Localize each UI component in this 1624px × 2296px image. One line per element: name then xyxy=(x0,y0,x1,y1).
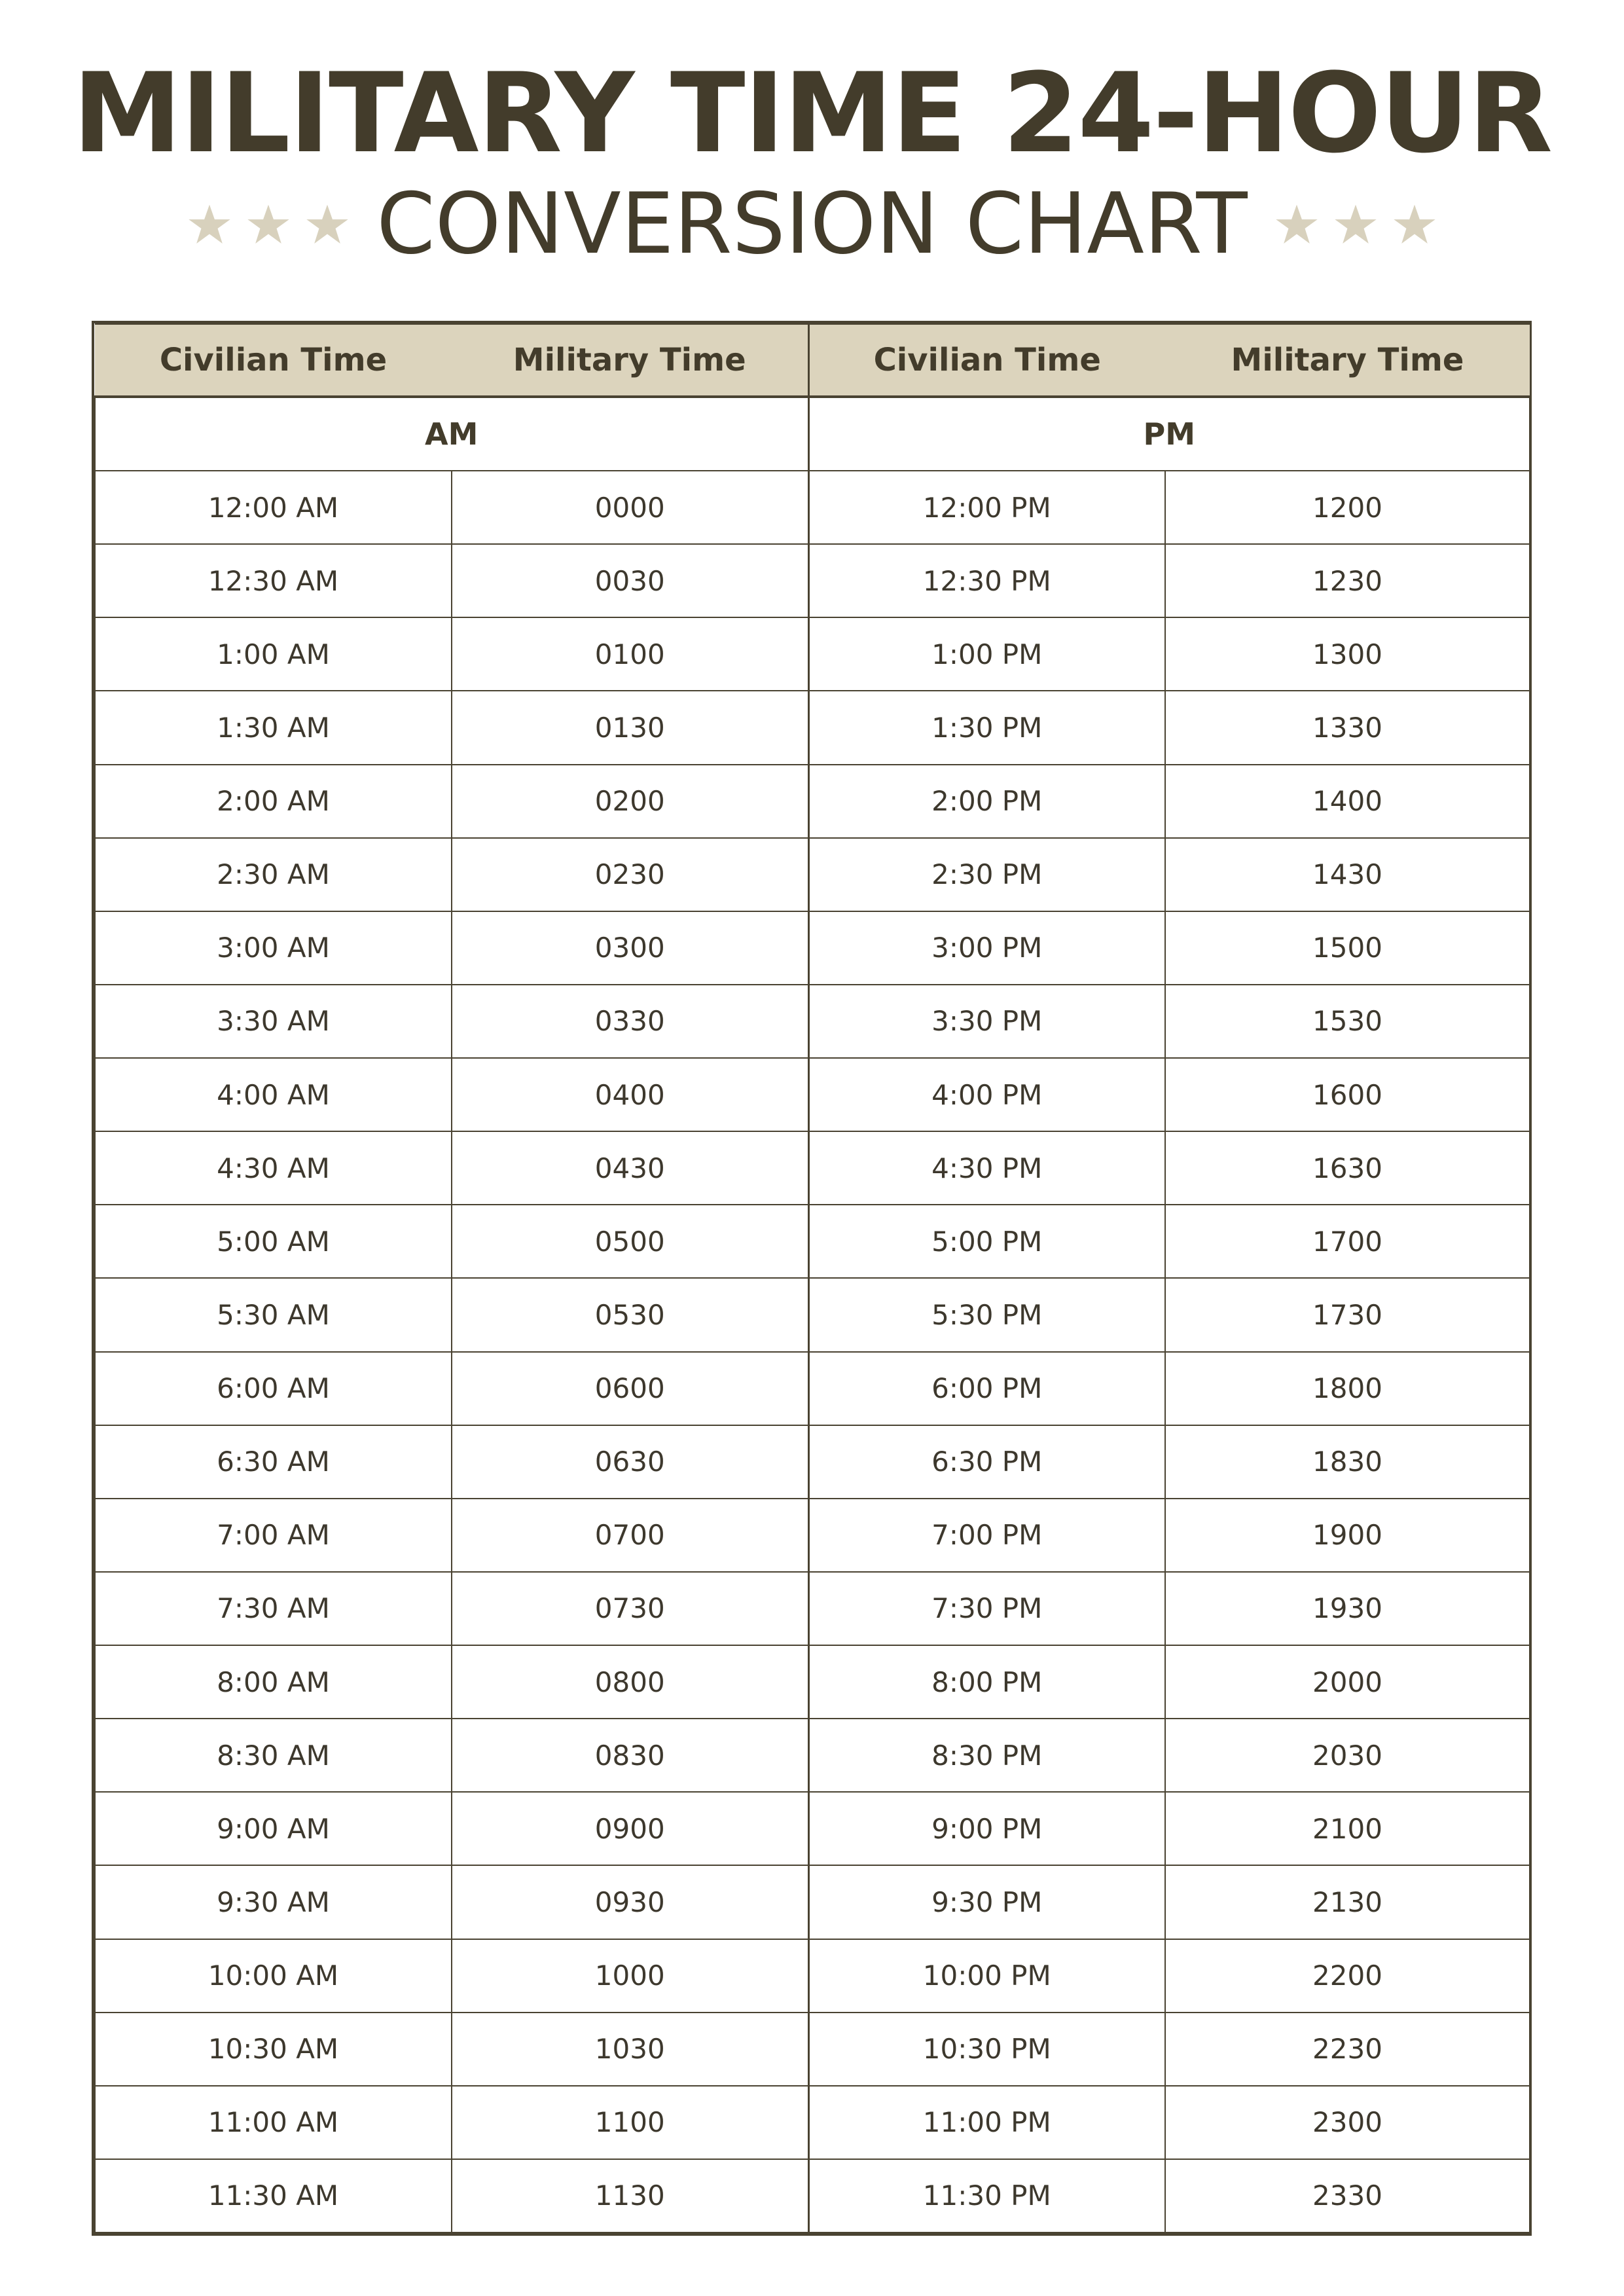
am-military-time-cell: 0800 xyxy=(452,1645,808,1719)
table-row xyxy=(95,691,1530,764)
am-civilian-time-cell: 1:00 AM xyxy=(95,617,452,691)
am-military-time-cell: 0130 xyxy=(452,691,808,764)
pm-military-time-cell: 1230 xyxy=(1165,544,1530,617)
table-row xyxy=(95,617,1530,691)
page-subtitle: CONVERSION CHART xyxy=(376,175,1248,273)
subtitle-row xyxy=(0,175,1624,274)
am-civilian-time-cell: 10:30 AM xyxy=(95,2013,452,2086)
am-military-time-cell: 0830 xyxy=(452,1719,808,1792)
am-civilian-time-cell: 7:30 AM xyxy=(95,1572,452,1645)
pm-military-time-cell: 1700 xyxy=(1165,1205,1530,1278)
table-row xyxy=(95,1499,1530,1572)
am-civilian-time-cell: 8:00 AM xyxy=(95,1645,452,1719)
pm-civilian-time-cell: 6:30 PM xyxy=(808,1425,1165,1499)
period-pm-label: PM xyxy=(808,397,1530,471)
am-civilian-time-cell: 9:00 AM xyxy=(95,1792,452,1865)
am-military-time-cell: 0900 xyxy=(452,1792,808,1865)
table-row xyxy=(95,1131,1530,1205)
table-row xyxy=(95,2086,1530,2159)
pm-civilian-time-cell: 4:30 PM xyxy=(808,1131,1165,1205)
table-row xyxy=(95,1719,1530,1792)
am-military-time-cell: 0230 xyxy=(452,838,808,911)
stars-left xyxy=(188,203,349,246)
pm-military-time-cell: 2130 xyxy=(1165,1865,1530,1939)
star-icon xyxy=(306,203,349,246)
am-military-time-cell: 0300 xyxy=(452,911,808,985)
pm-military-time-cell: 2300 xyxy=(1165,2086,1530,2159)
am-military-time-cell: 0500 xyxy=(452,1205,808,1278)
am-civilian-time-cell: 2:30 AM xyxy=(95,838,452,911)
pm-civilian-time-cell: 10:30 PM xyxy=(808,2013,1165,2086)
pm-military-time-cell: 1800 xyxy=(1165,1352,1530,1425)
table-body xyxy=(95,471,1530,2232)
table-row xyxy=(95,1425,1530,1499)
am-civilian-time-cell: 8:30 AM xyxy=(95,1719,452,1792)
conversion-table xyxy=(94,323,1530,2233)
pm-civilian-time-cell: 1:30 PM xyxy=(808,691,1165,764)
conversion-table-wrapper xyxy=(92,321,1532,2236)
pm-military-time-cell: 1830 xyxy=(1165,1425,1530,1499)
table-row xyxy=(95,985,1530,1058)
header-military-time-pm: Military Time xyxy=(1165,324,1530,397)
table-row xyxy=(95,544,1530,617)
star-icon xyxy=(188,203,231,246)
pm-civilian-time-cell: 11:30 PM xyxy=(808,2159,1165,2232)
pm-civilian-time-cell: 9:00 PM xyxy=(808,1792,1165,1865)
pm-military-time-cell: 1530 xyxy=(1165,985,1530,1058)
am-civilian-time-cell: 12:30 AM xyxy=(95,544,452,617)
am-civilian-time-cell: 5:30 AM xyxy=(95,1278,452,1351)
pm-civilian-time-cell: 5:30 PM xyxy=(808,1278,1165,1351)
am-military-time-cell: 0030 xyxy=(452,544,808,617)
am-military-time-cell: 0730 xyxy=(452,1572,808,1645)
am-civilian-time-cell: 7:00 AM xyxy=(95,1499,452,1572)
table-row xyxy=(95,1645,1530,1719)
table-row xyxy=(95,1865,1530,1939)
stars-right xyxy=(1275,203,1436,246)
table-row xyxy=(95,1352,1530,1425)
am-military-time-cell: 0630 xyxy=(452,1425,808,1499)
am-civilian-time-cell: 11:00 AM xyxy=(95,2086,452,2159)
pm-civilian-time-cell: 8:30 PM xyxy=(808,1719,1165,1792)
am-civilian-time-cell: 2:00 AM xyxy=(95,765,452,838)
star-icon xyxy=(1393,203,1436,246)
pm-civilian-time-cell: 7:30 PM xyxy=(808,1572,1165,1645)
am-civilian-time-cell: 6:30 AM xyxy=(95,1425,452,1499)
star-icon xyxy=(247,203,290,246)
am-military-time-cell: 0600 xyxy=(452,1352,808,1425)
am-military-time-cell: 0700 xyxy=(452,1499,808,1572)
am-military-time-cell: 0430 xyxy=(452,1131,808,1205)
period-row xyxy=(95,397,1530,471)
am-civilian-time-cell: 12:00 AM xyxy=(95,471,452,544)
table-row xyxy=(95,1278,1530,1351)
table-row xyxy=(95,2013,1530,2086)
pm-military-time-cell: 1630 xyxy=(1165,1131,1530,1205)
am-military-time-cell: 0400 xyxy=(452,1058,808,1131)
star-icon xyxy=(1334,203,1377,246)
am-military-time-cell: 1030 xyxy=(452,2013,808,2086)
pm-military-time-cell: 1200 xyxy=(1165,471,1530,544)
pm-military-time-cell: 1730 xyxy=(1165,1278,1530,1351)
pm-military-time-cell: 1500 xyxy=(1165,911,1530,985)
pm-civilian-time-cell: 2:00 PM xyxy=(808,765,1165,838)
am-civilian-time-cell: 4:00 AM xyxy=(95,1058,452,1131)
pm-civilian-time-cell: 1:00 PM xyxy=(808,617,1165,691)
table-row xyxy=(95,1205,1530,1278)
pm-civilian-time-cell: 12:30 PM xyxy=(808,544,1165,617)
table-row xyxy=(95,838,1530,911)
am-civilian-time-cell: 11:30 AM xyxy=(95,2159,452,2232)
pm-military-time-cell: 1930 xyxy=(1165,1572,1530,1645)
pm-civilian-time-cell: 9:30 PM xyxy=(808,1865,1165,1939)
header-military-time-am: Military Time xyxy=(452,324,808,397)
am-military-time-cell: 0530 xyxy=(452,1278,808,1351)
pm-civilian-time-cell: 3:30 PM xyxy=(808,985,1165,1058)
table-row xyxy=(95,1792,1530,1865)
table-row xyxy=(95,1058,1530,1131)
header-civilian-time-am: Civilian Time xyxy=(95,324,452,397)
am-civilian-time-cell: 9:30 AM xyxy=(95,1865,452,1939)
pm-military-time-cell: 2330 xyxy=(1165,2159,1530,2232)
pm-civilian-time-cell: 11:00 PM xyxy=(808,2086,1165,2159)
pm-civilian-time-cell: 3:00 PM xyxy=(808,911,1165,985)
pm-civilian-time-cell: 2:30 PM xyxy=(808,838,1165,911)
pm-military-time-cell: 2230 xyxy=(1165,2013,1530,2086)
pm-civilian-time-cell: 6:00 PM xyxy=(808,1352,1165,1425)
pm-military-time-cell: 1300 xyxy=(1165,617,1530,691)
star-icon xyxy=(1275,203,1318,246)
am-military-time-cell: 0930 xyxy=(452,1865,808,1939)
am-civilian-time-cell: 1:30 AM xyxy=(95,691,452,764)
am-civilian-time-cell: 4:30 AM xyxy=(95,1131,452,1205)
pm-civilian-time-cell: 10:00 PM xyxy=(808,1939,1165,2013)
table-row xyxy=(95,2159,1530,2232)
table-header-row xyxy=(95,324,1530,397)
pm-civilian-time-cell: 5:00 PM xyxy=(808,1205,1165,1278)
table-row xyxy=(95,1939,1530,2013)
am-civilian-time-cell: 3:30 AM xyxy=(95,985,452,1058)
pm-military-time-cell: 2030 xyxy=(1165,1719,1530,1792)
pm-civilian-time-cell: 12:00 PM xyxy=(808,471,1165,544)
am-civilian-time-cell: 10:00 AM xyxy=(95,1939,452,2013)
header-civilian-time-pm: Civilian Time xyxy=(808,324,1165,397)
table-row xyxy=(95,1572,1530,1645)
am-military-time-cell: 0330 xyxy=(452,985,808,1058)
pm-military-time-cell: 1900 xyxy=(1165,1499,1530,1572)
page-title: MILITARY TIME 24-HOUR xyxy=(72,49,1552,177)
pm-civilian-time-cell: 7:00 PM xyxy=(808,1499,1165,1572)
table-row xyxy=(95,765,1530,838)
am-military-time-cell: 1000 xyxy=(452,1939,808,2013)
pm-civilian-time-cell: 8:00 PM xyxy=(808,1645,1165,1719)
pm-military-time-cell: 1600 xyxy=(1165,1058,1530,1131)
table-row xyxy=(95,911,1530,985)
pm-military-time-cell: 1430 xyxy=(1165,838,1530,911)
pm-civilian-time-cell: 4:00 PM xyxy=(808,1058,1165,1131)
am-military-time-cell: 0100 xyxy=(452,617,808,691)
am-civilian-time-cell: 3:00 AM xyxy=(95,911,452,985)
am-military-time-cell: 1130 xyxy=(452,2159,808,2232)
am-civilian-time-cell: 6:00 AM xyxy=(95,1352,452,1425)
pm-military-time-cell: 2200 xyxy=(1165,1939,1530,2013)
table-row xyxy=(95,471,1530,544)
pm-military-time-cell: 2100 xyxy=(1165,1792,1530,1865)
am-military-time-cell: 0200 xyxy=(452,765,808,838)
pm-military-time-cell: 1330 xyxy=(1165,691,1530,764)
period-am-label: AM xyxy=(95,397,808,471)
pm-military-time-cell: 1400 xyxy=(1165,765,1530,838)
am-military-time-cell: 1100 xyxy=(452,2086,808,2159)
pm-military-time-cell: 2000 xyxy=(1165,1645,1530,1719)
am-military-time-cell: 0000 xyxy=(452,471,808,544)
am-civilian-time-cell: 5:00 AM xyxy=(95,1205,452,1278)
